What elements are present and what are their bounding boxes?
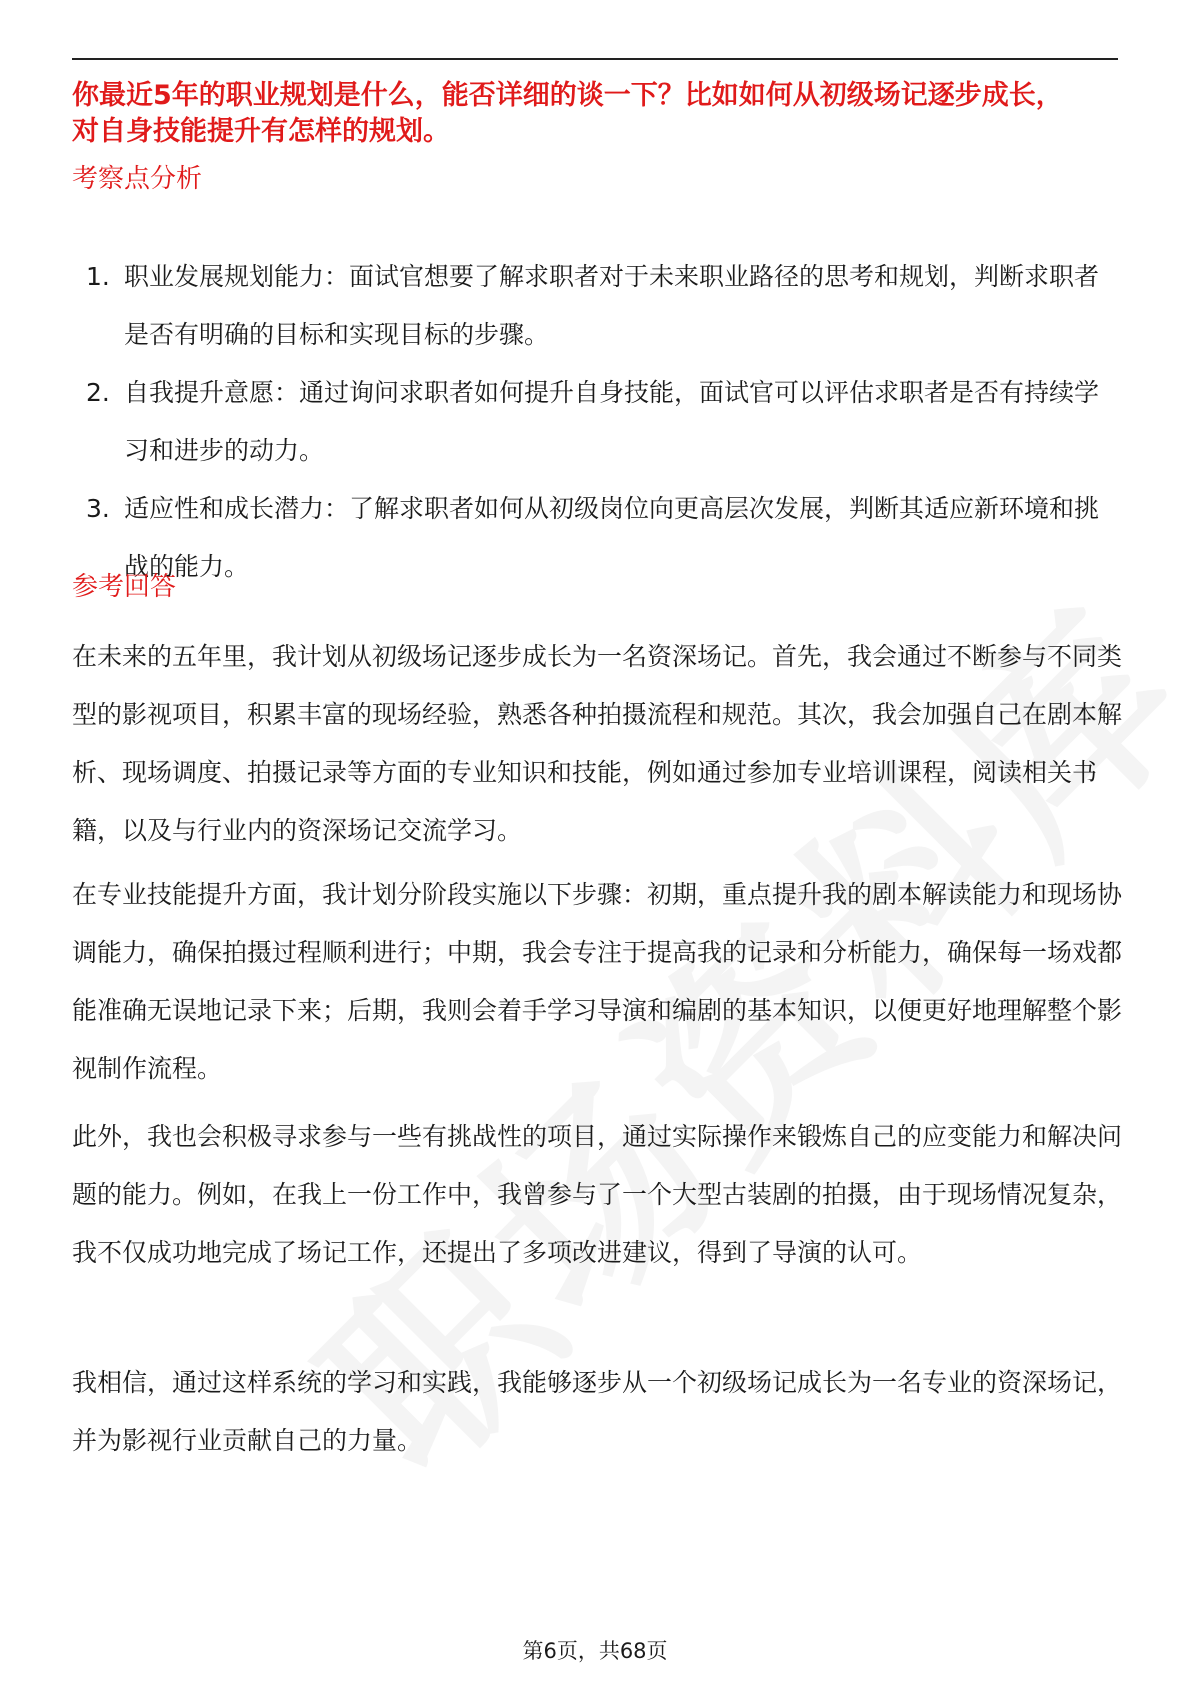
analysis-list	[72, 248, 1112, 596]
point-text: 职业发展规划能力：面试官想要了解求职者对于未来职业路径的思考和规划，判断求职者是否有明确的目标和实现目标的步骤。	[124, 262, 1100, 349]
answer-title: 参考回答	[72, 572, 177, 602]
answer-paragraph: 在未来的五年里，我计划从初级场记逐步成长为一名资深场记。首先，我会通过不断参与不同类型的影视项目，积累丰富的现场经验，熟悉各种拍摄流程和规范。其次，我会加强自己在剧本解析、现场调度、拍摄记录等方面的专业知识和技能，例如通过参加专业培训课程，阅读相关书籍，以及与行业内的资深场记交流学习。	[72, 642, 1123, 845]
point-text: 适应性和成长潜力：了解求职者如何从初级岗位向更高层次发展，判断其适应新环境和挑战的能力。	[124, 494, 1100, 581]
answer-paragraph: 我相信，通过这样系统的学习和实践，我能够逐步从一个初级场记成长为一名专业的资深场记，并为影视行业贡献自己的力量。	[72, 1368, 1123, 1455]
page-number: 第6页，共68页	[522, 1639, 668, 1663]
analysis-title: 考察点分析	[72, 164, 203, 194]
answer-paragraph: 在专业技能提升方面，我计划分阶段实施以下步骤：初期，重点提升我的剧本解读能力和现场协调能力，确保拍摄过程顺利进行；中期，我会专注于提高我的记录和分析能力，确保每一场戏都能准确无误地记录下来；后期，我则会着手学习导演和编剧的基本知识，以便更好地理解整个影视制作流程。	[72, 880, 1123, 1083]
answer-paragraph: 此外，我也会积极寻求参与一些有挑战性的项目，通过实际操作来锻炼自己的应变能力和解决问题的能力。例如，在我上一份工作中，我曾参与了一个大型古装剧的拍摄，由于现场情况复杂，我不仅成功地完成了场记工作，还提出了多项改进建议，得到了导演的认可。	[72, 1122, 1123, 1267]
header-rule	[72, 58, 1118, 60]
analysis-point	[72, 480, 1112, 596]
analysis-point	[72, 364, 1112, 480]
point-number: 2.	[86, 378, 110, 407]
point-number: 1.	[86, 262, 110, 291]
analysis-point	[72, 248, 1112, 364]
point-text: 自我提升意愿：通过询问求职者如何提升自身技能，面试官可以评估求职者是否有持续学习和进步的动力。	[124, 378, 1100, 465]
question-heading: 你最近5年的职业规划是什么，能否详细的谈一下？比如如何从初级场记逐步成长，对自身技能提升有怎样的规划。	[72, 80, 1063, 147]
point-number: 3.	[86, 494, 110, 523]
